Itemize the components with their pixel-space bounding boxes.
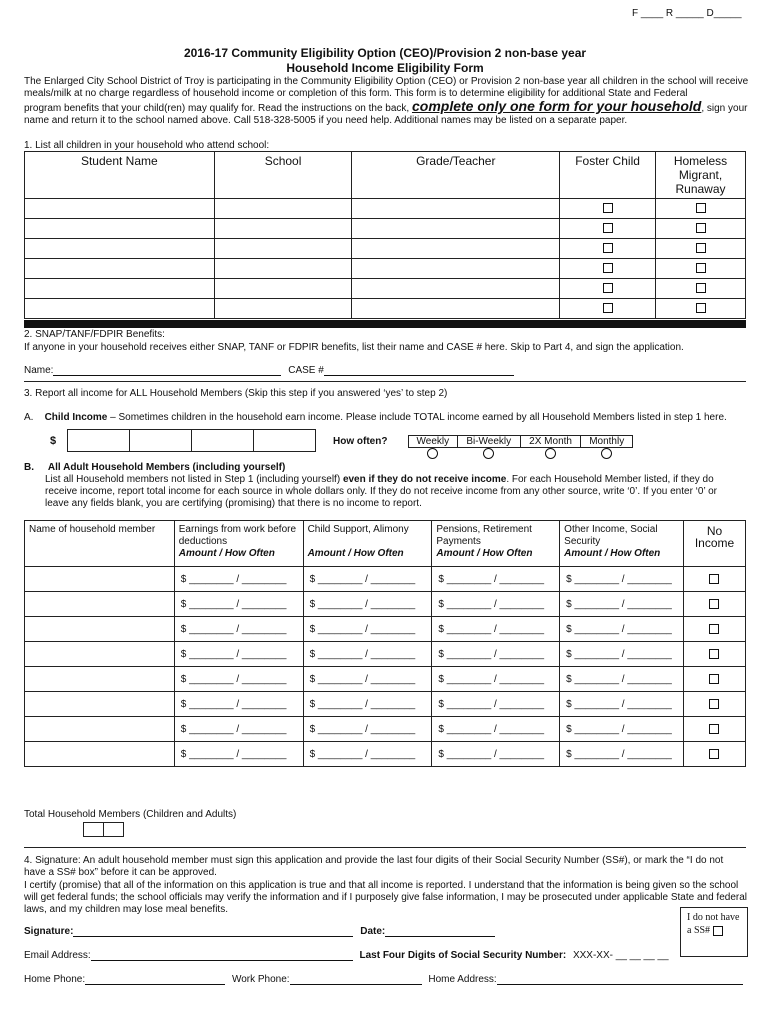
- step3-label: 3. Report all income for ALL Household Members (Skip this step if you answered ‘yes’ to step 2): [24, 388, 448, 399]
- col-member-name: Name of household member: [25, 521, 175, 567]
- frequency-options: [408, 435, 633, 462]
- email-field[interactable]: [91, 951, 353, 961]
- homeless-checkbox[interactable]: [696, 243, 706, 253]
- certification-text: I certify (promise) that all of the information on this application is true and that all income is reported. I understand that the information is being given so the school will get federal funds; the school officials may verify the information and if I purposely give false information, I may be prosecuted under applicable State and federal laws, and my children may lose meal benefits.: [24, 880, 747, 915]
- amount-cell[interactable]: $ ________ / ________: [174, 567, 303, 592]
- amount-cell[interactable]: $ ________ / ________: [174, 717, 303, 742]
- amount-cell[interactable]: $ ________ / ________: [303, 717, 432, 742]
- amount-cell[interactable]: $ ________ / ________: [303, 692, 432, 717]
- snap-name-row: [24, 365, 514, 376]
- no-income-cell: [683, 642, 745, 667]
- no-income-checkbox[interactable]: [709, 674, 719, 684]
- col-no-income: No Income: [683, 521, 745, 567]
- form-subtitle: Household Income Eligibility Form: [286, 61, 484, 75]
- amount-cell[interactable]: $ ________ / ________: [432, 567, 560, 592]
- total-digit-box[interactable]: [104, 823, 124, 837]
- col-homeless: Homeless Migrant, Runaway: [656, 152, 746, 199]
- checkbox-cell[interactable]: [560, 299, 656, 319]
- home-address-field[interactable]: [497, 975, 743, 985]
- child-input-cell[interactable]: [25, 299, 215, 319]
- member-name-cell[interactable]: [25, 642, 175, 667]
- checkbox-cell[interactable]: [560, 219, 656, 239]
- checkbox-cell[interactable]: [656, 199, 746, 219]
- checkbox-cell[interactable]: [656, 239, 746, 259]
- case-number-field[interactable]: [324, 366, 514, 376]
- amount-cell[interactable]: $ ________ / ________: [174, 592, 303, 617]
- amount-cell[interactable]: $ ________ / ________: [303, 642, 432, 667]
- divider: [24, 847, 746, 848]
- income-digit-box[interactable]: [130, 430, 192, 452]
- col-school: School: [214, 152, 352, 199]
- checkbox-cell[interactable]: [656, 299, 746, 319]
- amount-cell[interactable]: $ ________ / ________: [303, 617, 432, 642]
- freq-monthly: Monthly: [581, 436, 633, 448]
- amount-cell[interactable]: $ ________ / ________: [432, 592, 560, 617]
- radio-weekly[interactable]: [427, 448, 438, 459]
- child-row: [25, 239, 746, 259]
- child-row: [25, 259, 746, 279]
- signature-field[interactable]: [73, 927, 353, 937]
- child-row: [25, 299, 746, 319]
- amount-cell[interactable]: $ ________ / ________: [432, 742, 560, 767]
- office-use-code: F ____ R _____ D_____: [632, 8, 742, 19]
- adult-row: [25, 592, 746, 617]
- section-divider: [24, 320, 746, 328]
- member-name-cell[interactable]: [25, 692, 175, 717]
- checkbox-cell[interactable]: [560, 199, 656, 219]
- no-income-cell: [683, 567, 745, 592]
- dollar-sign: $: [50, 435, 57, 447]
- no-income-checkbox[interactable]: [709, 724, 719, 734]
- child-input-cell[interactable]: [352, 259, 560, 279]
- child-input-cell[interactable]: [214, 199, 352, 219]
- member-name-cell[interactable]: [25, 717, 175, 742]
- amount-cell[interactable]: $ ________ / ________: [174, 642, 303, 667]
- child-income-boxes[interactable]: [67, 429, 316, 452]
- homeless-checkbox[interactable]: [696, 223, 706, 233]
- no-income-cell: [683, 717, 745, 742]
- amount-cell[interactable]: $ ________ / ________: [303, 567, 432, 592]
- freq-2xmonth: 2X Month: [520, 436, 581, 448]
- col-grade-teacher: Grade/Teacher: [352, 152, 560, 199]
- child-row: [25, 199, 746, 219]
- amount-cell[interactable]: $ ________ / ________: [432, 717, 560, 742]
- no-income-cell: [683, 667, 745, 692]
- no-ssn-box: I do not have a SS#: [680, 907, 748, 957]
- checkbox-cell[interactable]: [656, 279, 746, 299]
- amount-cell[interactable]: $ ________ / ________: [560, 667, 684, 692]
- checkbox-cell[interactable]: [656, 219, 746, 239]
- adult-income-table: [24, 520, 746, 767]
- snap-name-field[interactable]: [53, 366, 281, 376]
- radio-monthly[interactable]: [601, 448, 612, 459]
- col-other-income: Other Income, Social Security Amount / How Often: [560, 521, 684, 567]
- checkbox-cell[interactable]: [560, 239, 656, 259]
- name-label: Name:: [24, 365, 54, 376]
- adult-row: [25, 642, 746, 667]
- amount-cell[interactable]: $ ________ / ________: [303, 742, 432, 767]
- child-row: [25, 279, 746, 299]
- adult-income-text: B. All Adult Household Members (including yourself) List all Household members not listed in Step 1 (including yourself) even if they do not receive income. For each Household Member listed, if they do receive income, report total income for each source in whole dollars only. If they do not receive income from any other source, write ‘0’. If you enter ‘0’ or leave any fields blank, you are certifying (promising) that there is no income to report.: [24, 462, 717, 509]
- radio-2xmonth[interactable]: [545, 448, 556, 459]
- amount-cell[interactable]: $ ________ / ________: [432, 617, 560, 642]
- total-digit-box[interactable]: [84, 823, 104, 837]
- child-input-cell[interactable]: [214, 299, 352, 319]
- step2-text: If anyone in your household receives either SNAP, TANF or FDPIR benefits, list their name and CASE # here. Skip to Part 4, and sign the application.: [24, 342, 684, 353]
- work-phone-field[interactable]: [290, 975, 422, 985]
- member-name-cell[interactable]: [25, 617, 175, 642]
- amount-cell[interactable]: $ ________ / ________: [560, 592, 684, 617]
- total-members-label: Total Household Members (Children and Adults): [24, 809, 237, 820]
- intro-emphasis: complete only one form for your household: [411, 98, 702, 114]
- adult-row: [25, 667, 746, 692]
- adult-row: [25, 617, 746, 642]
- foster-checkbox[interactable]: [603, 243, 613, 253]
- home-phone-field[interactable]: [85, 975, 225, 985]
- col-foster-child: Foster Child: [560, 152, 656, 199]
- no-income-checkbox[interactable]: [709, 574, 719, 584]
- email-row: Email Address: Last Four Digits of Social Security Number: XXX-XX- __ __ __ __: [24, 950, 669, 961]
- col-earnings: Earnings from work before deductions Amount / How Often: [174, 521, 303, 567]
- amount-cell[interactable]: $ ________ / ________: [174, 692, 303, 717]
- income-digit-box[interactable]: [192, 430, 254, 452]
- case-label: CASE #: [288, 365, 324, 376]
- no-income-cell: [683, 592, 745, 617]
- intro-paragraph: The Enlarged City School District of Troy is participating in the Community Eligibility Option (CEO) or Provision 2 non-base year all children in the school will receive meals/milk at no charge regardless of household income or completion of this form. This form is to determine eligibility for additional State and Federal program benefits that your child(ren) may qualify for. Read the instructions on the back, complete only one form for your household, sign your name and return it to the school named above. Call 518-328-5005 if you need help. Additional names may be listed on a separate paper.: [24, 76, 749, 126]
- amount-cell[interactable]: $ ________ / ________: [560, 742, 684, 767]
- child-input-cell[interactable]: [352, 279, 560, 299]
- adult-row: [25, 717, 746, 742]
- no-income-checkbox[interactable]: [709, 749, 719, 759]
- checkbox-cell[interactable]: [560, 259, 656, 279]
- child-input-cell[interactable]: [25, 199, 215, 219]
- amount-cell[interactable]: $ ________ / ________: [174, 617, 303, 642]
- member-name-cell[interactable]: [25, 742, 175, 767]
- member-name-cell[interactable]: [25, 592, 175, 617]
- amount-cell[interactable]: $ ________ / ________: [432, 692, 560, 717]
- step2-label: 2. SNAP/TANF/FDPIR Benefits:: [24, 329, 165, 340]
- child-row: [25, 219, 746, 239]
- amount-cell[interactable]: $ ________ / ________: [432, 667, 560, 692]
- child-input-cell[interactable]: [214, 259, 352, 279]
- child-input-cell[interactable]: [214, 219, 352, 239]
- child-input-cell[interactable]: [352, 299, 560, 319]
- amount-cell[interactable]: $ ________ / ________: [174, 742, 303, 767]
- child-input-cell[interactable]: [25, 279, 215, 299]
- freq-weekly: Weekly: [409, 436, 458, 448]
- member-name-cell[interactable]: [25, 667, 175, 692]
- amount-cell[interactable]: $ ________ / ________: [560, 692, 684, 717]
- amount-cell[interactable]: $ ________ / ________: [560, 642, 684, 667]
- amount-cell[interactable]: $ ________ / ________: [432, 642, 560, 667]
- foster-checkbox[interactable]: [603, 283, 613, 293]
- amount-cell[interactable]: $ ________ / ________: [560, 617, 684, 642]
- no-ssn-checkbox[interactable]: [713, 926, 723, 936]
- child-input-cell[interactable]: [25, 259, 215, 279]
- adult-row: [25, 692, 746, 717]
- col-child-support: Child Support, Alimony Amount / How Often: [303, 521, 432, 567]
- how-often-label: How often?: [333, 436, 388, 447]
- child-input-cell[interactable]: [214, 279, 352, 299]
- foster-checkbox[interactable]: [603, 303, 613, 313]
- member-name-cell[interactable]: [25, 567, 175, 592]
- checkbox-cell[interactable]: [656, 259, 746, 279]
- income-digit-box[interactable]: [254, 430, 316, 452]
- phone-row: Home Phone: Work Phone: Home Address:: [24, 974, 743, 985]
- total-members-boxes[interactable]: [83, 822, 124, 837]
- amount-cell[interactable]: $ ________ / ________: [303, 667, 432, 692]
- divider: [24, 381, 746, 382]
- checkbox-cell[interactable]: [560, 279, 656, 299]
- homeless-checkbox[interactable]: [696, 303, 706, 313]
- child-income-text: A. Child Income – Sometimes children in the household earn income. Please include TOTAL income earned by all Household Members listed in step 1 here.: [24, 412, 727, 423]
- form-title: 2016-17 Community Eligibility Option (CEO)/Provision 2 non-base year: [183, 46, 587, 60]
- child-input-cell[interactable]: [25, 239, 215, 259]
- amount-cell[interactable]: $ ________ / ________: [560, 567, 684, 592]
- amount-cell[interactable]: $ ________ / ________: [303, 592, 432, 617]
- no-income-checkbox[interactable]: [709, 599, 719, 609]
- no-income-checkbox[interactable]: [709, 649, 719, 659]
- income-digit-box[interactable]: [68, 430, 130, 452]
- adult-row: [25, 742, 746, 767]
- children-table: [24, 151, 746, 319]
- homeless-checkbox[interactable]: [696, 263, 706, 273]
- step1-label: 1. List all children in your household who attend school:: [24, 140, 270, 151]
- foster-checkbox[interactable]: [603, 203, 613, 213]
- no-income-cell: [683, 742, 745, 767]
- signature-row: Signature: Date:: [24, 926, 495, 937]
- col-student-name: Student Name: [25, 152, 215, 199]
- no-income-checkbox[interactable]: [709, 624, 719, 634]
- adult-row: [25, 567, 746, 592]
- child-input-cell[interactable]: [352, 219, 560, 239]
- foster-checkbox[interactable]: [603, 263, 613, 273]
- homeless-checkbox[interactable]: [696, 283, 706, 293]
- no-income-cell: [683, 617, 745, 642]
- amount-cell[interactable]: $ ________ / ________: [560, 717, 684, 742]
- child-input-cell[interactable]: [25, 219, 215, 239]
- radio-biweekly[interactable]: [483, 448, 494, 459]
- col-pensions: Pensions, Retirement Payments Amount / How Often: [432, 521, 560, 567]
- child-input-cell[interactable]: [352, 239, 560, 259]
- child-input-cell[interactable]: [214, 239, 352, 259]
- freq-biweekly: Bi-Weekly: [457, 436, 520, 448]
- signature-instructions: 4. Signature: An adult household member must sign this application and provide the last four digits of their Social Security Number (SS#), or mark the “I do not have a SS# box” before it can be approved.: [24, 855, 724, 878]
- foster-checkbox[interactable]: [603, 223, 613, 233]
- no-income-checkbox[interactable]: [709, 699, 719, 709]
- date-field[interactable]: [385, 927, 495, 937]
- child-input-cell[interactable]: [352, 199, 560, 219]
- ssn-digits-field[interactable]: XXX-XX- __ __ __ __: [572, 950, 669, 961]
- no-income-cell: [683, 692, 745, 717]
- amount-cell[interactable]: $ ________ / ________: [174, 667, 303, 692]
- homeless-checkbox[interactable]: [696, 203, 706, 213]
